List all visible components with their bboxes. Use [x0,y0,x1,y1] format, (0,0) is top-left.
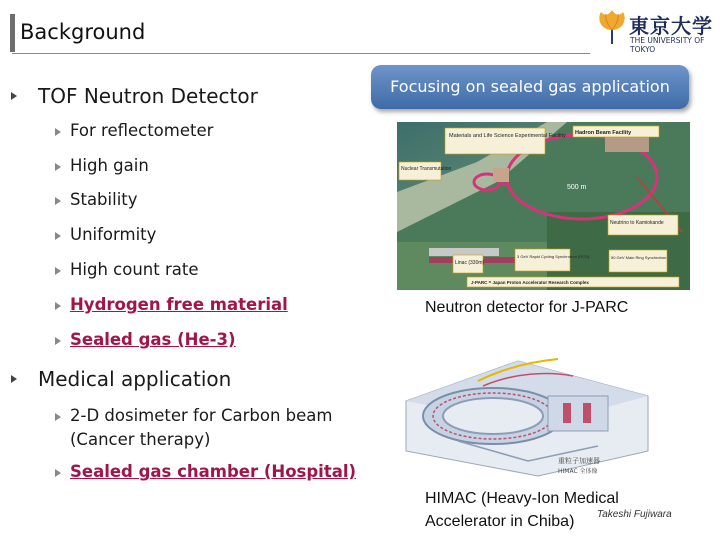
sub-bullet-arrow-icon [55,337,61,345]
jparc-label-hadron: Hadron Beam Facility [575,130,632,136]
sub-bullet-hydrogen-free: Hydrogen free material [70,295,288,314]
university-logo [595,8,713,54]
sub-bullet-dosimeter-cont: (Cancer therapy) [70,430,211,449]
sub-bullet-arrow-icon [55,197,61,205]
jparc-label-distance: 500 m [567,184,587,191]
jparc-label-nuclear: Nuclear Transmutation [401,166,452,172]
author-credit: Takeshi Fujiwara [597,509,672,520]
jparc-label-linac: Linac (330m) [455,260,485,266]
sub-bullet-arrow-icon [55,469,61,477]
himac-caption-line1: HIMAC (Heavy-Ion Medical [425,490,619,507]
logo-english: THE UNIVERSITY OF TOKYO [630,36,705,54]
sub-bullet-stability: Stability [70,190,138,209]
bullet-tof-detector: TOF Neutron Detector [38,84,258,108]
himac-label-en: HIMAC 全体像 [558,468,598,475]
ginkgo-leaf-icon [595,8,629,48]
jparc-label-footer: J-PARC = Japan Proton Accelerator Research Complex [471,280,589,285]
himac-caption-line2: Accelerator in Chiba) [425,513,575,530]
focus-badge: Focusing on sealed gas application [371,65,689,109]
sub-bullet-sealed-gas-he3: Sealed gas (He-3) [70,330,236,349]
sub-bullet-arrow-icon [55,163,61,171]
jparc-label-rcs: 3 GeV Rapid Cycling Synchrotron (RCS) [517,254,590,259]
sub-bullet-arrow-icon [55,128,61,136]
sub-bullet-high-gain: High gain [70,156,149,175]
sub-bullet-reflectometer: For reflectometer [70,121,214,140]
jparc-label-mlf: Materials and Life Science Experimental Facility [449,133,566,139]
sub-bullet-uniformity: Uniformity [70,225,157,244]
sub-bullet-sealed-gas-chamber: Sealed gas chamber (Hospital) [70,462,357,481]
bullet-arrow-icon [11,92,17,100]
sub-bullet-dosimeter: 2-D dosimeter for Carbon beam [70,406,333,425]
sub-bullet-arrow-icon [55,413,61,421]
sub-bullet-arrow-icon [55,267,61,275]
logo-kanji: 東京大学 [629,14,713,38]
jparc-label-neutrino: Neutrino to Kamiokande [610,220,664,226]
bullet-medical-application: Medical application [38,367,232,391]
sub-bullet-arrow-icon [55,302,61,310]
title-divider [12,53,590,54]
jparc-aerial-image [397,122,690,290]
title-accent-bar [10,14,15,52]
sub-bullet-high-count-rate: High count rate [70,260,199,279]
jparc-caption: Neutron detector for J-PARC [425,299,629,316]
sub-bullet-arrow-icon [55,232,61,240]
himac-facility-image [398,341,654,481]
jparc-label-mr: 50 GeV Main Ring Synchrotron [611,255,667,260]
slide-title: Background [20,20,146,44]
himac-label-kanji: 重粒子加速器 [558,457,600,465]
bullet-arrow-icon [11,375,17,383]
